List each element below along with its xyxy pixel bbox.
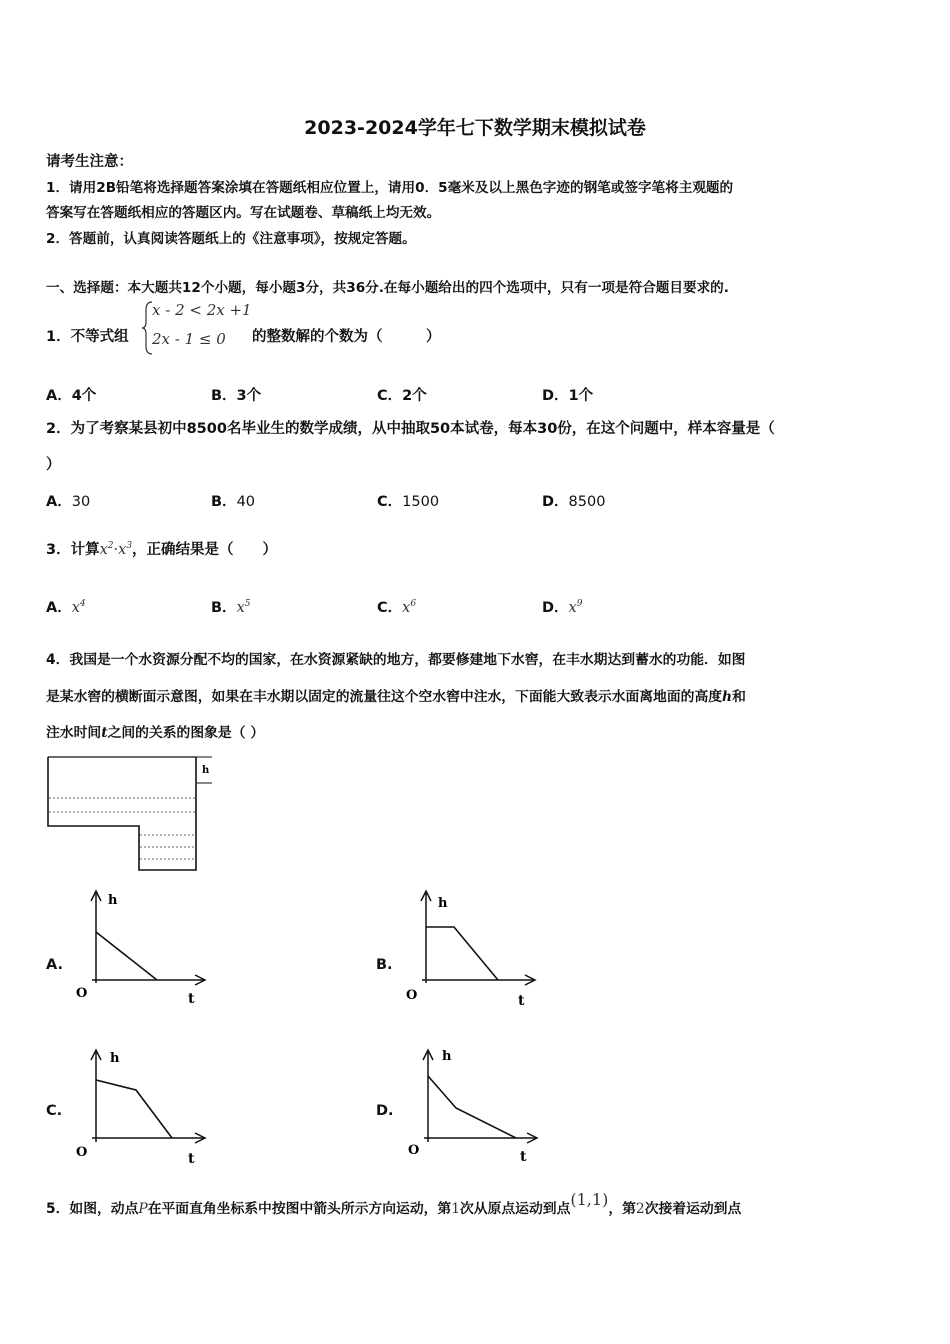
q2-option-c-label: C． [377,494,403,510]
q4-var-h: h [722,689,733,705]
q2-option-b-value: 40 [236,494,256,510]
q1-inequality-1: x - 2 < 2x +1 [152,301,252,319]
q4-graph-d[interactable] [402,1040,552,1165]
q4-line-2b: 和 [732,689,746,705]
q3-stem [46,536,277,560]
q1-option-c[interactable]: C．2个 [377,388,427,404]
q4-line-3a: 注水时间 [46,725,102,741]
q2-option-d-label: D． [542,494,569,510]
q1-suffix: 的整数解的个数为（ ） [252,329,441,345]
q4-var-t: t [101,725,108,741]
q2-option-a-value: 30 [71,494,91,510]
q3-exp2: 3 [126,541,133,551]
q3-x1: x [99,542,108,558]
q3-option-a[interactable] [46,596,86,617]
q4-option-b-label[interactable]: B. [376,957,393,973]
graph-b-origin: O [406,988,418,1003]
q3-option-a-label: A． [46,600,72,616]
graph-c-origin: O [76,1145,88,1160]
notice-line-2: 2．答题前，认真阅读答题纸上的《注意事项》，按规定答题。 [46,231,416,247]
q3-option-a-base: x [71,600,80,616]
graph-b-curve [426,927,498,980]
graph-b-xlabel: t [518,993,525,1009]
q4-line-3 [46,723,264,743]
q3-option-b-label: B． [211,600,237,616]
q5-point: (1,1) [570,1190,609,1209]
q3-option-d-exp: 9 [576,599,583,609]
q3-option-d-base: x [568,600,577,616]
graph-a-ylabel: h [108,893,118,908]
q4-line-2a: 是某水窖的横断面示意图，如果在丰水期以固定的流量往这个空水窖中注水，下面能大致表示水面离地面的高度 [46,689,723,705]
q3-option-c-base: x [402,600,411,616]
q3-option-c-label: C． [377,600,403,616]
q3-option-d-label: D． [542,600,569,616]
q2-option-b-label: B． [211,494,237,510]
q3-option-b-base: x [236,600,245,616]
graph-c-xlabel: t [188,1151,195,1165]
q4-graph-a[interactable] [70,885,220,1010]
q2-option-b[interactable] [211,490,255,511]
q5-n1: 1 [451,1201,460,1217]
q3-x2: x [118,542,127,558]
q5-n2: 2 [635,1201,645,1217]
graph-d-curve [428,1076,516,1138]
q1-prefix: 1．不等式组 [46,329,129,345]
q4-line-1: 4．我国是一个水资源分配不均的国家，在水资源紧缺的地方，都要修建地下水窖，在丰水期达到蓄水的功能．如图 [46,652,746,668]
q5-e: 次接着运动到点 [644,1201,742,1217]
q3-dot: · [113,542,119,558]
q3-suffix: ，正确结果是（ ） [132,542,278,558]
graph-a-curve [96,932,157,980]
water-level-lines [49,798,195,859]
q5-b: 在平面直角坐标系中按图中箭头所示方向运动，第 [147,1201,452,1217]
graph-c-ylabel: h [110,1051,120,1066]
q5-c: 次从原点运动到点 [460,1201,571,1217]
q2-option-a[interactable] [46,490,90,511]
section-heading: 一、选择题：本大题共12个小题，每小题3分，共36分.在每小题给出的四个选项中，只有一项是符合题目要求的. [46,280,729,296]
q2-text-cont: ） [46,457,61,473]
graph-d-xlabel: t [520,1149,527,1165]
notice-line-1b: 答案写在答题纸相应的答题区内。写在试题卷、草稿纸上均无效。 [46,205,441,221]
notice-heading: 请考生注意： [46,154,133,170]
q1-option-a[interactable]: A．4个 [46,388,97,404]
graph-a-origin: O [76,986,88,1001]
q2-option-a-label: A． [46,494,72,510]
graph-d-origin: O [408,1143,420,1158]
q3-exp1: 2 [107,541,114,551]
q3-option-d[interactable] [542,596,582,617]
graph-d-ylabel: h [442,1049,452,1064]
q3-option-c[interactable] [377,596,416,617]
q4-option-a-label[interactable]: A. [46,957,63,973]
cellar-outline [48,757,196,870]
q1-option-b[interactable]: B．3个 [211,388,262,404]
q3-option-b[interactable] [211,596,250,617]
q2-option-d-value: 8500 [568,494,606,510]
q4-line-3b: 之间的关系的图象是（ ） [107,725,265,741]
q4-option-c-label[interactable]: C. [46,1103,63,1119]
q3-prefix: 3．计算 [46,542,100,558]
q4-line-2 [46,687,746,707]
q1-inequality-2: 2x - 1 ≤ 0 [152,330,226,348]
q2-option-c-value: 1500 [402,494,440,510]
q5-point-p: P [138,1201,148,1217]
graph-b-ylabel: h [438,896,448,911]
graph-a-xlabel: t [188,991,195,1007]
q5-a: 5．如图，动点 [46,1201,139,1217]
q5-d: ，第 [608,1201,636,1217]
q3-option-c-exp: 6 [410,599,417,609]
q2-option-d[interactable] [542,490,605,511]
page-title: 2023-2024学年七下数学期末模拟试卷 [304,117,646,139]
q2-text: 2．为了考察某县初中8500名毕业生的数学成绩，从中抽取50本试卷，每本30份，在这个问题中，样本容量是（ [46,421,775,437]
q5-stem [46,1190,742,1219]
q3-option-a-exp: 4 [79,599,86,609]
q4-graph-c[interactable] [70,1040,220,1165]
q3-option-b-exp: 5 [244,599,251,609]
notice-line-1: 1．请用2B铅笔将选择题答案涂填在答题纸相应位置上，请用0．5毫米及以上黑色字迹的钢笔或签字笔将主观题的 [46,180,734,196]
q4-option-d-label[interactable]: D. [376,1103,394,1119]
q2-option-c[interactable] [377,490,439,511]
graph-c-curve [96,1080,172,1138]
q4-graph-b[interactable] [400,885,550,1010]
water-cellar-figure [44,755,219,875]
q1-option-d[interactable]: D．1个 [542,388,594,404]
h-label: h [202,765,210,776]
